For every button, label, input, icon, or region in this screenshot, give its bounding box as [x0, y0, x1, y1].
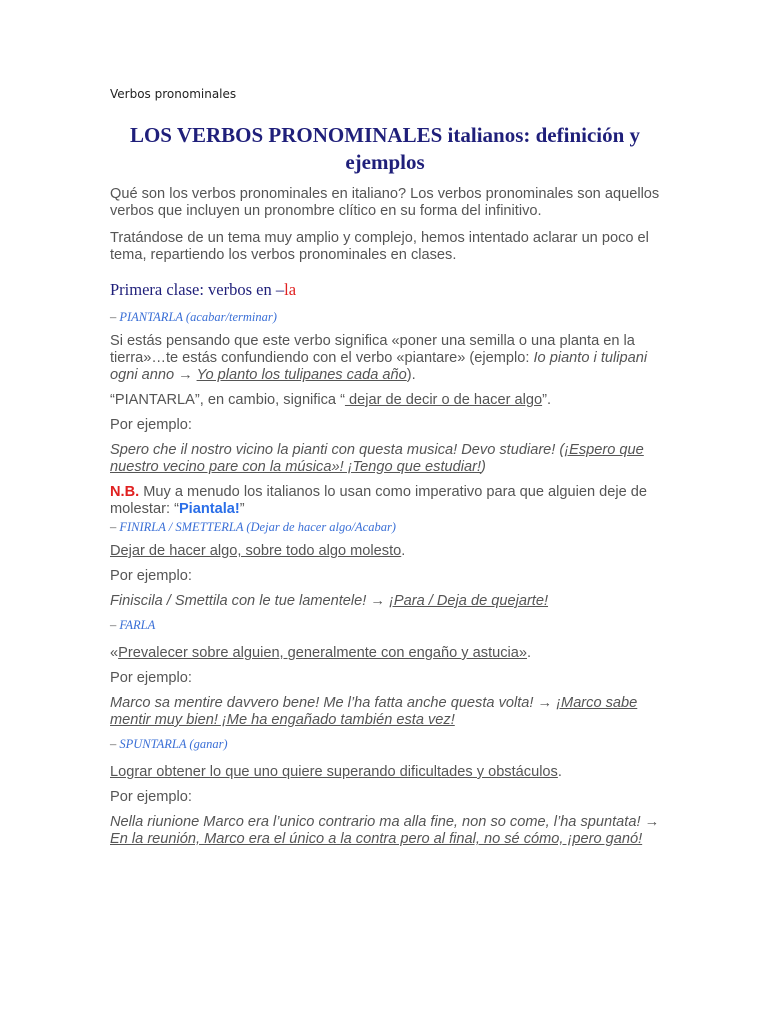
intro-paragraph-2: Tratándose de un tema muy amplio y complejo, hemos intentado aclarar un poco el tema, repartiendo los verbos pronominales en clases. — [110, 230, 649, 263]
text-span: Si estás pensando que este verbo significa «poner una semilla o una planta en la tierra»…te estás confundiendo con el verbo «piantare» (ejemplo: — [110, 333, 635, 366]
piantarla-example — [110, 442, 660, 476]
text-span: . — [527, 645, 532, 661]
text-span: « — [110, 645, 119, 661]
nb-label: N.B. — [110, 484, 140, 500]
piantarla-explanation — [110, 333, 660, 384]
text-span: Muy a menudo los italianos lo usan como imperativo para que alguien deje de molestar: “ — [110, 484, 648, 517]
finirla-example — [110, 593, 660, 610]
verb-heading-farla — [110, 618, 660, 633]
italian-example: Finiscila / Smettila con le tue lamentele! → — [110, 593, 390, 609]
verb-heading-text: FARLA — [119, 618, 156, 632]
italian-example: Io pianto i tulipani ogni anno → — [110, 350, 648, 383]
verb-heading-piantarla — [110, 310, 660, 325]
verb-dash: – — [110, 520, 120, 534]
meaning-definition: Lograr obtener lo que uno quiere superando dificultades y obstáculos — [110, 764, 558, 780]
verb-heading-spuntarla — [110, 737, 660, 752]
meaning-definition: dejar de decir o de hacer algo — [344, 392, 543, 408]
text-span: ”. — [542, 392, 552, 408]
farla-definition — [110, 645, 660, 662]
spanish-translation: ¡Espero que nuestro vecino pare con la música»! ¡Tengo que estudiar! — [110, 442, 644, 475]
meaning-definition: Prevalecer sobre alguien, generalmente con engaño y astucia» — [118, 645, 528, 661]
document-title: LOS VERBOS PRONOMINALES italianos: definición y ejemplos — [129, 123, 641, 174]
text-span: . — [557, 764, 562, 780]
por-ejemplo-label: Por ejemplo: — [110, 417, 192, 433]
text-span: ). — [406, 367, 416, 383]
spanish-translation: En la reunión, Marco era el único a la contra pero al final, no sé cómo, ¡pero ganó! — [110, 831, 643, 847]
verb-heading-text: FINIRLA / SMETTERLA (Dejar de hacer algo/Acabar) — [119, 520, 396, 534]
section-heading-suffix: la — [284, 280, 297, 299]
verb-dash: – — [110, 737, 120, 751]
piantarla-meaning — [110, 392, 660, 409]
section-heading-text: Primera clase: verbos en – — [110, 280, 285, 299]
verb-dash: – — [110, 310, 120, 324]
highlight-word: Piantala! — [178, 501, 240, 517]
spuntarla-definition — [110, 764, 660, 781]
spanish-translation: Yo planto los tulipanes cada año — [196, 367, 407, 383]
verb-dash: – — [110, 618, 120, 632]
verb-heading-text: PIANTARLA (acabar/terminar) — [119, 310, 277, 324]
spuntarla-example — [110, 814, 660, 848]
page-header: Verbos pronominales — [110, 87, 237, 101]
spanish-translation: ¡Marco sabe mentir muy bien! ¡Me ha engañado también esta vez! — [110, 695, 638, 728]
text-span: . — [401, 543, 406, 559]
farla-example — [110, 695, 660, 729]
por-ejemplo-label: Por ejemplo: — [110, 568, 192, 584]
italian-example: Nella riunione Marco era l’unico contrario ma alla fine, non so come, l’ha spuntata! → — [110, 814, 660, 830]
por-ejemplo-label: Por ejemplo: — [110, 670, 192, 686]
intro-paragraph-1: Qué son los verbos pronominales en italiano? Los verbos pronominales son aquellos verbos que incluyen un pronombre clítico en su forma del infinitivo. — [110, 186, 660, 219]
document-body — [110, 118, 660, 856]
text-span: “PIANTARLA”, en cambio, significa “ — [110, 392, 345, 408]
italian-example: Spero che il nostro vicino la pianti con questa musica! Devo studiare! ( — [110, 442, 565, 458]
finirla-definition — [110, 543, 660, 560]
verb-heading-finirla — [110, 520, 660, 535]
italian-example: Marco sa mentire davvero bene! Me l’ha fatta anche questa volta! → — [110, 695, 557, 711]
nota-bene — [110, 484, 660, 518]
spanish-translation: ¡Para / Deja de quejarte! — [389, 593, 549, 609]
text-span: ” — [239, 501, 245, 517]
por-ejemplo-label: Por ejemplo: — [110, 789, 192, 805]
text-span: ) — [481, 459, 486, 475]
section-heading — [110, 280, 660, 300]
verb-heading-text: SPUNTARLA (ganar) — [119, 737, 228, 751]
meaning-definition: Dejar de hacer algo, sobre todo algo molesto — [110, 543, 402, 559]
